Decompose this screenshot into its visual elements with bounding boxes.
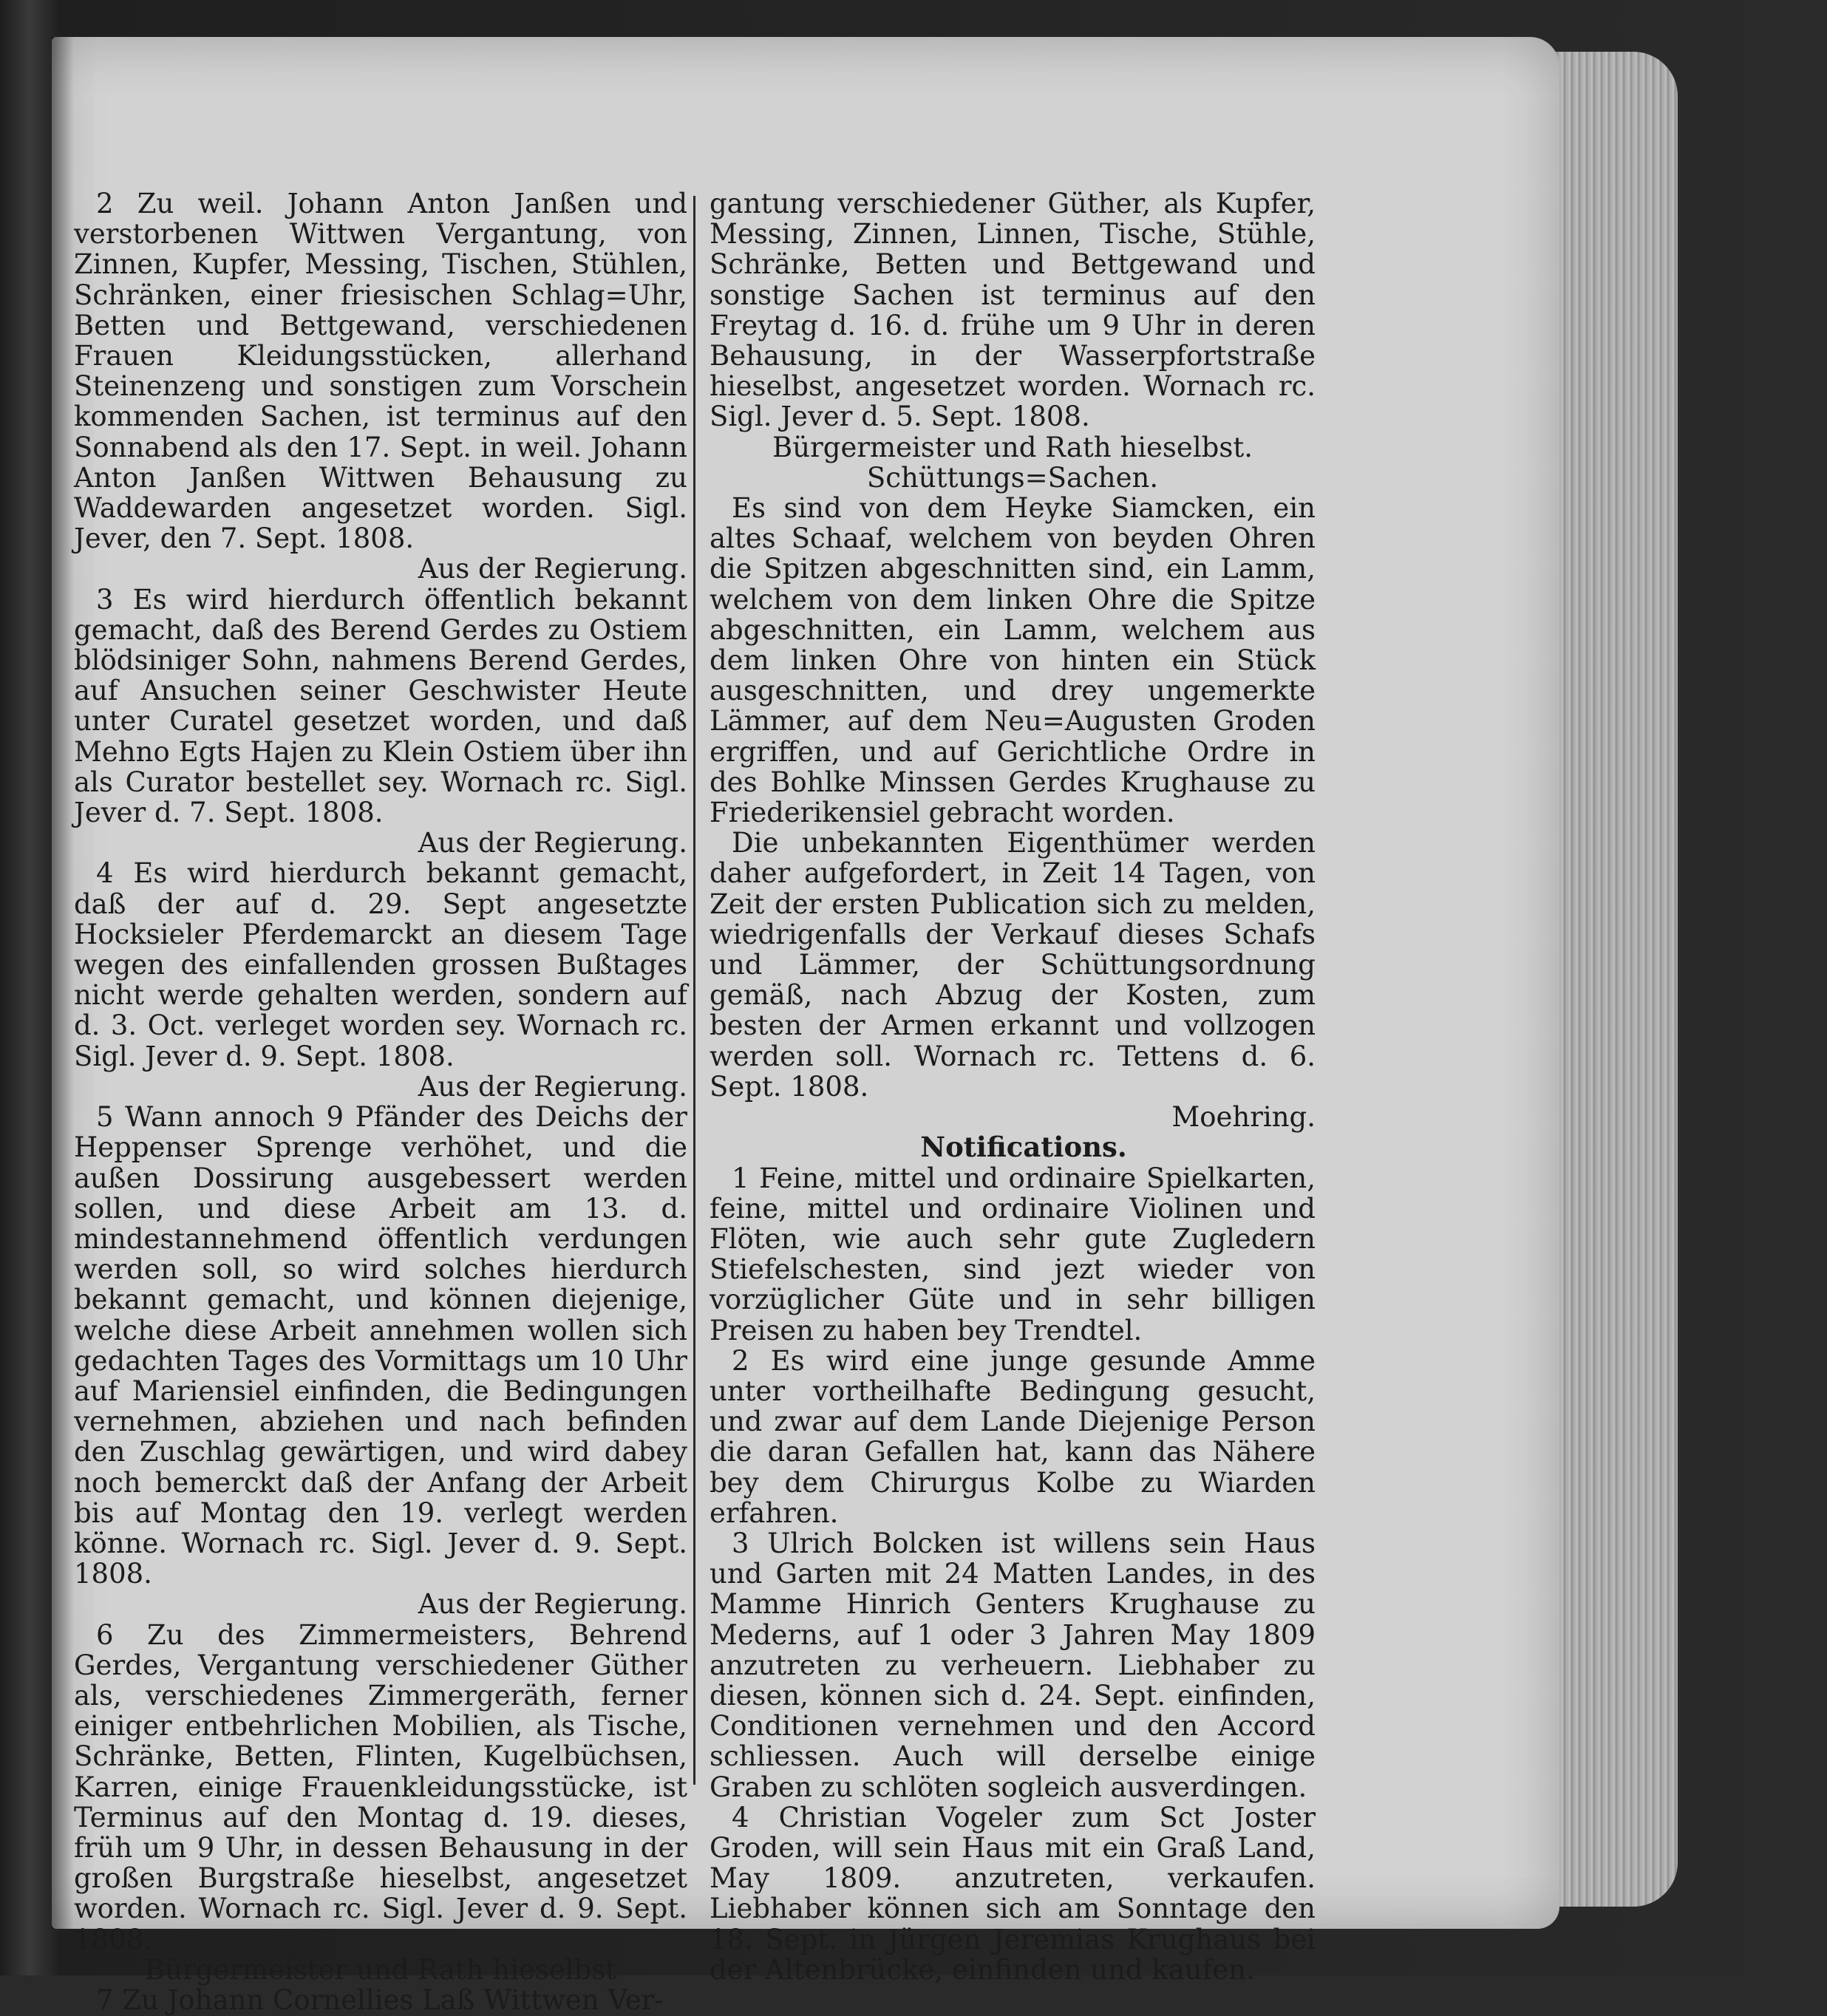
notification-3: 3 Ulrich Bolcken ist willens sein Haus und Garten mit 24 Matten Landes, in des Mamme Hinrich Genters Krughause zu Mederns, auf 1 oder 3 Jahren May 1809 anzutreten zu verheuern. Liebhaber zu diesen, können sich d. 24. Sept. einfinden, Conditionen vernehmen und den Accord schliessen. Auch will derselbe einige Graben zu schlöten sogleich ausverdingen.: [710, 1527, 1316, 1803]
right-column: [710, 188, 1316, 1985]
schuettung-notice-2: Die unbekannten Eigenthümer werden daher aufgefordert, in Zeit 14 Tagen, von Zeit der ersten Publication sich zu melden, wiedrigenfalls der Verkauf dieses Schafs und Lämmer, der Schüttungsordnung gemäß, nach Abzug der Kosten, zum besten der Armen erkannt und vollzogen werden soll. Wornach rc. Tettens d. 6. Sept. 1808.: [710, 827, 1316, 1103]
book-leaf-edge: [1552, 52, 1678, 1907]
notice-2: 2 Zu weil. Johann Anton Janßen und verstorbenen Wittwen Vergantung, von Zinnen, Kupfer, Messing, Tischen, Stühlen, Schränken, einer friesischen Schlag=Uhr, Betten und Bettgewand, verschiedenen Frauen Kleidungsstücken, allerhand Steinenzeng und sonstigen zum Vorschein kommenden Sachen, ist terminus auf den Sonnabend als den 17. Sept. in weil. Johann Anton Janßen Wittwen Behausung zu Waddewarden angesetzet worden. Sigl. Jever, den 7. Sept. 1808.: [74, 188, 687, 555]
notice-3-signature: Aus der Regierung.: [418, 827, 687, 859]
notice-5: 5 Wann annoch 9 Pfänder des Deichs der Heppenser Sprenge verhöhet, und die außen Dossirung ausgebessert werden sollen, und diese Arbeit am 13. d. mindestannehmend öffentlich verdungen werden soll, so wird solches hierdurch bekannt gemacht, und können diejenige, welche diese Arbeit annehmen wollen sich gedachten Tages des Vormittags um 10 Uhr auf Mariensiel einfinden, die Bedingungen vernehmen, abziehen und nach befinden den Zuschlag gewärtigen, und wird dabey noch bemerckt daß der Anfang der Arbeit bis auf Montag den 19. verlegt werden könne. Wornach rc. Sigl. Jever d. 9. Sept. 1808.: [74, 1101, 687, 1590]
schuettung-notice: Es sind von dem Heyke Siamcken, ein altes Schaaf, welchem von beyden Ohren die Spitzen abgeschnitten sind, ein Lamm, welchem von dem linken Ohre die Spitze abgeschnitten, ein Lamm, welchem aus dem linken Ohre von hinten ein Stück ausgeschnitten, und drey ungemerkte Lämmer, auf dem Neu=Augusten Groden ergriffen, und auf Gerichtliche Ordre in des Bohlke Minssen Gerdes Krughause zu Friederikensiel gebracht worden.: [710, 492, 1316, 829]
notification-1: 1 Feine, mittel und ordinaire Spielkarten, feine, mittel und ordinaire Violinen und Flöten, wie auch sehr gute Zugledern Stiefelschesten, sind jezt wieder von vorzüglicher Güte und in sehr billigen Preisen zu haben bey Trendtel.: [710, 1162, 1316, 1346]
left-column: [74, 188, 687, 2015]
notice-7-continued: gantung verschiedener Güther, als Kupfer, Messing, Zinnen, Linnen, Tische, Stühle, Schränke, Betten und Bettgewand und sonstige Sachen ist terminus auf den Freytag d. 16. d. frühe um 9 Uhr in deren Behausung, in der Wasserpfortstraße hieselbst, angesetzet worden. Wornach rc. Sigl. Jever d. 5. Sept. 1808.: [710, 188, 1316, 433]
schuettung-signature: Moehring.: [1171, 1101, 1316, 1134]
notice-4: 4 Es wird hierdurch bekannt gemacht, daß der auf d. 29. Sept angesetzte Hocksieler Pferdemarckt an diesem Tage wegen des einfallenden grossen Bußtages nicht werde gehalten werden, sondern auf d. 3. Oct. verleget worden sey. Wornach rc. Sigl. Jever d. 9. Sept. 1808.: [74, 857, 687, 1072]
notice-6-signature: Bürgermeister und Rath hieselbst: [144, 1953, 617, 1986]
notice-6: 6 Zu des Zimmermeisters, Behrend Gerdes, Vergantung verschiedener Güther als, verschiedenes Zimmergeräth, ferner einiger entbehrlichen Mobilien, als Tische, Schränke, Betten, Flinten, Kugelbüchsen, Karren, einige Frauenkleidungsstücke, ist Terminus auf den Montag d. 19. dieses, früh um 9 Uhr, in dessen Behausung in der großen Burgstraße hieselbst, angesetzet worden. Wornach rc. Sigl. Jever d. 9. Sept. 1808.: [74, 1618, 687, 1955]
notice-2-signature: Aus der Regierung.: [418, 553, 687, 585]
notice-7-start: 7 Zu Johann Cornellies Laß Wittwen Ver-: [96, 1983, 664, 2016]
section-title-schuettung: Schüttungs=Sachen.: [866, 461, 1159, 494]
gutter-shadow: [52, 37, 74, 1929]
notice-3: 3 Es wird hierdurch öffentlich bekannt gemacht, daß des Berend Gerdes zu Ostiem blödsiniger Sohn, nahmens Berend Gerdes, auf Ansuchen seiner Geschwister Heute unter Curatel gesetzet worden, und daß Mehno Egts Hajen zu Klein Ostiem über ihn als Curator bestellet sey. Wornach rc. Sigl. Jever d. 7. Sept. 1808.: [74, 583, 687, 829]
notifications-title: Notifications.: [920, 1131, 1127, 1164]
notification-4: 4 Christian Vogeler zum Sct Joster Groden, will sein Haus mit ein Graß Land, May 1809. anzutreten, verkaufen. Liebhaber können sich am Sonntage den 18. Sept. in Jürgen Jeremias Krughaus bei der Altenbrücke, einfinden und kaufen.: [710, 1801, 1316, 1986]
notification-2: 2 Es wird eine junge gesunde Amme unter vortheilhafte Bedingung gesucht, und zwar auf dem Lande Diejenige Person die daran Gefallen hat, kann das Nähere bey dem Chirurgus Kolbe zu Wiarden erfahren.: [710, 1344, 1316, 1529]
notice-5-signature: Aus der Regierung.: [418, 1588, 687, 1621]
notice-7-signature: Bürgermeister und Rath hieselbst.: [772, 431, 1253, 463]
column-divider: [693, 196, 695, 1785]
notice-4-signature: Aus der Regierung.: [418, 1070, 687, 1103]
